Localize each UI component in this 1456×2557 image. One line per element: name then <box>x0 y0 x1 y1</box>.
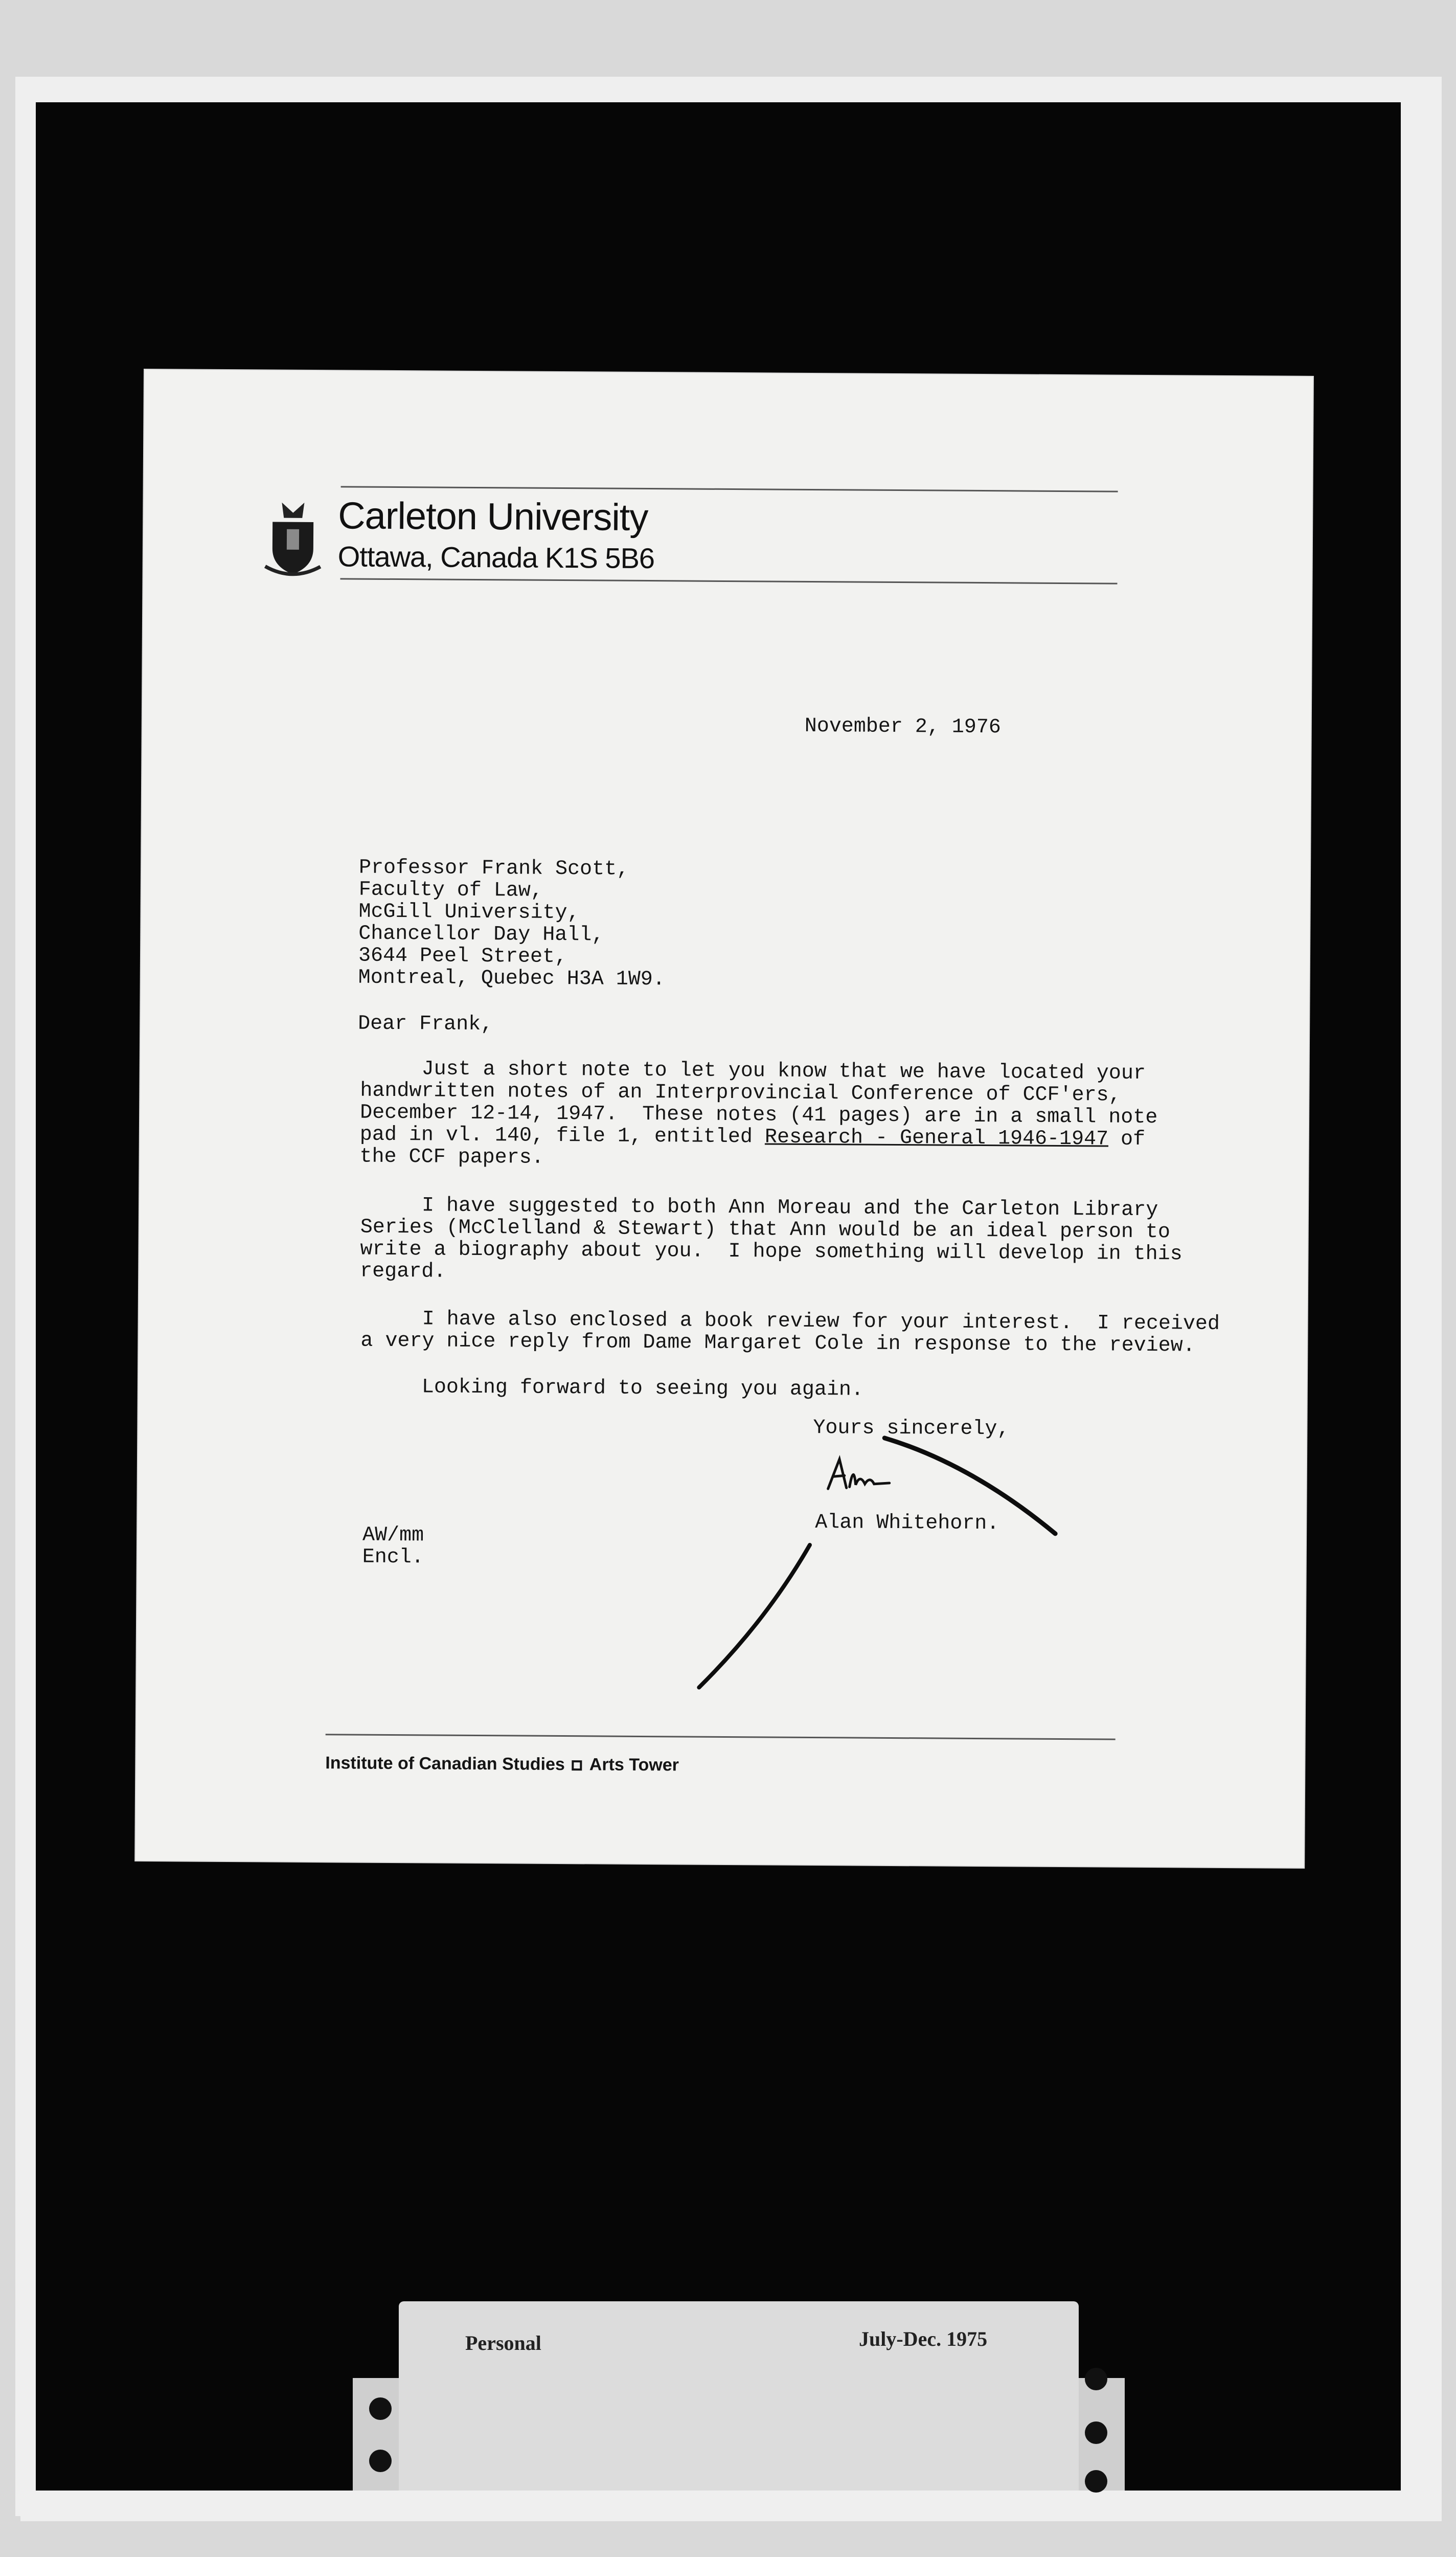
paragraph-1-line-2: handwritten notes of an Interprovincial Conference of CCF'ers, <box>360 1079 1121 1107</box>
paragraph-1-line-4-start: pad in vl. 140, file 1, entitled <box>359 1123 765 1149</box>
letter-page <box>135 370 1313 1868</box>
paragraph-3-line-2: a very nice reply from Dame Margaret Cole in response to the review. <box>360 1329 1195 1358</box>
footer-building: Arts Tower <box>589 1755 679 1775</box>
paragraph-1-line-4-end: of <box>1108 1128 1146 1151</box>
punch-hole-right-3 <box>1085 2470 1107 2493</box>
recipient-line-6: Montreal, Quebec H3A 1W9. <box>358 966 665 992</box>
paragraph-3-line-1: I have also enclosed a book review for your interest. I received <box>360 1307 1220 1336</box>
paragraph-1-line-3: December 12-14, 1947. These notes (41 pages) are in a small note <box>359 1101 1158 1130</box>
folder-label-right: July-Dec. 1975 <box>859 2327 988 2350</box>
footer-rule <box>326 1734 1116 1740</box>
letterhead-top-rule <box>341 486 1118 492</box>
punch-hole-right-2 <box>1085 2421 1107 2444</box>
paragraph-2-line-2: Series (McClelland & Stewart) that Ann would be an ideal person to <box>360 1216 1171 1244</box>
footer-separator-square-icon <box>572 1760 582 1770</box>
punch-hole-right-1 <box>1085 2368 1107 2390</box>
closing: Yours sincerely, <box>813 1417 1010 1441</box>
folder-label-tab <box>399 2301 1079 2491</box>
letter-date: November 2, 1976 <box>804 714 1001 739</box>
paragraph-2-line-4: regard. <box>360 1260 446 1284</box>
signer-name: Alan Whitehorn. <box>815 1511 999 1536</box>
film-edge-bottom <box>20 2491 1442 2521</box>
letterhead-bottom-rule <box>340 578 1118 584</box>
university-crest-icon <box>262 497 324 579</box>
handwritten-signature <box>823 1453 895 1499</box>
typist-initials: AW/mm <box>362 1523 424 1547</box>
letterhead-footer <box>325 1753 679 1775</box>
paragraph-2-line-3: write a biography about you. I hope something will develop in this <box>360 1238 1182 1266</box>
paragraph-1-line-5: the CCF papers. <box>359 1145 544 1170</box>
punch-hole-left-1 <box>369 2397 392 2420</box>
punch-hole-left-2 <box>369 2450 392 2472</box>
film-edge-left <box>15 77 36 2516</box>
paragraph-4: Looking forward to seeing you again. <box>360 1375 864 1402</box>
salutation: Dear Frank, <box>358 1012 493 1037</box>
recipient-line-2: Faculty of Law, <box>358 878 543 903</box>
file-title-underlined: Research - General 1946-1947 <box>764 1126 1109 1151</box>
folder-label-left: Personal <box>465 2331 541 2354</box>
university-address: Ottawa, Canada K1S 5B6 <box>337 540 655 575</box>
film-edge-top <box>20 77 1442 102</box>
film-edge-right <box>1401 77 1442 2516</box>
recipient-line-3: McGill University, <box>358 900 580 925</box>
recipient-line-5: 3644 Peel Street, <box>358 944 567 969</box>
recipient-line-4: Chancellor Day Hall, <box>358 922 604 947</box>
enclosure-note: Encl. <box>362 1545 424 1569</box>
paragraph-1-line-1: Just a short note to let you know that we have located your <box>360 1057 1146 1085</box>
footer-institute: Institute of Canadian Studies <box>325 1753 565 1775</box>
recipient-line-1: Professor Frank Scott, <box>358 856 629 881</box>
paragraph-2-line-1: I have suggested to both Ann Moreau and the Carleton Library <box>360 1194 1158 1222</box>
university-name: Carleton University <box>338 494 648 539</box>
